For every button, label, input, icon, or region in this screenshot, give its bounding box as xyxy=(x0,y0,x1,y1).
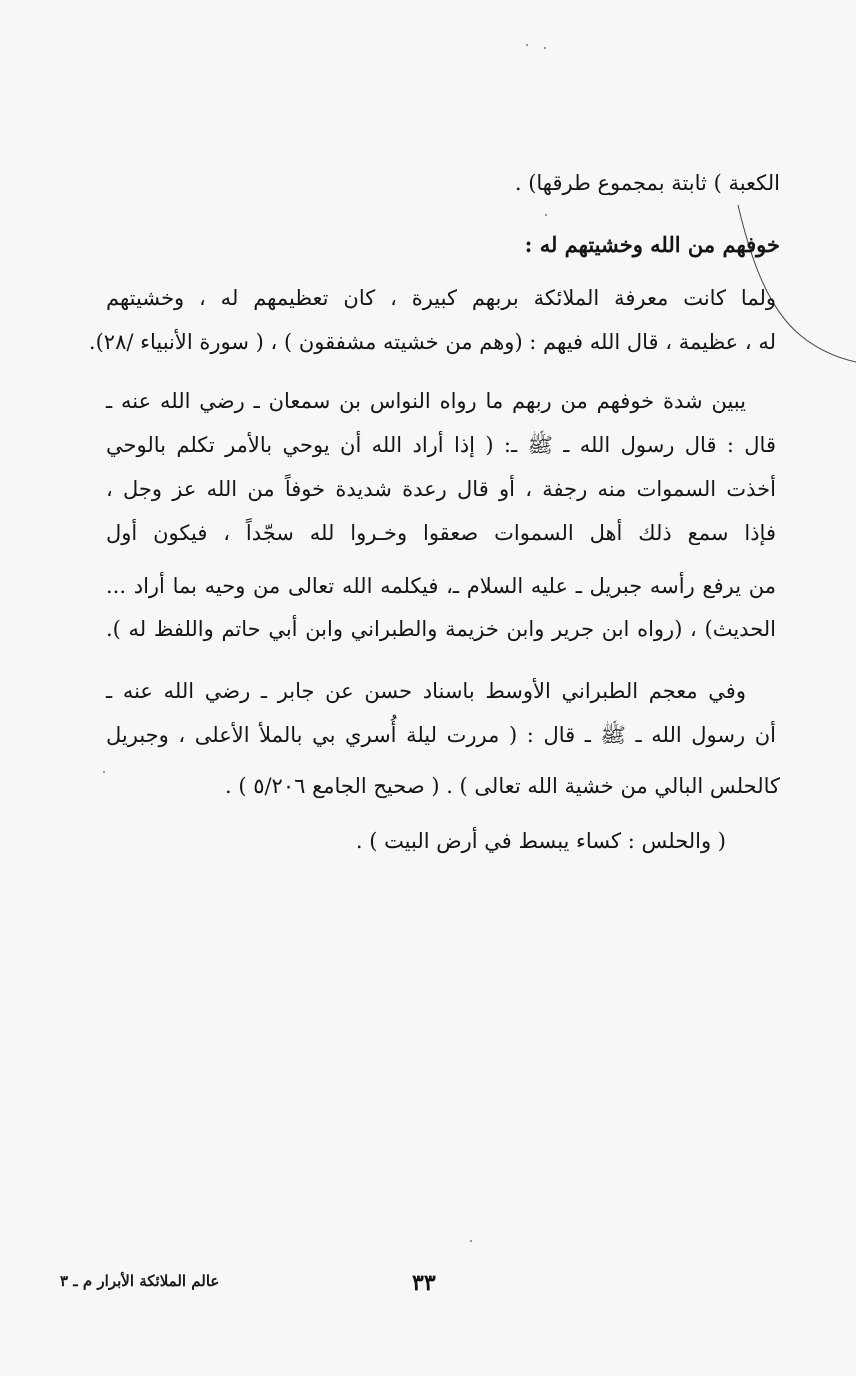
text-line: ( والحلس : كساء يبسط في أرض البيت ) . xyxy=(355,829,726,853)
scan-speck xyxy=(545,214,547,216)
text-line: كالحلس البالي من خشية الله تعالى ) . ( صحيح الجامع ٥/٢٠٦ ) . xyxy=(224,774,780,798)
scan-speck xyxy=(526,44,528,46)
text-line: فإذا سمع ذلك أهل السموات صعقوا وخـروا لله سجّداً ، فيكون أول xyxy=(106,521,776,545)
text-line: ولما كانت معرفة الملائكة بربهم كبيرة ، كان تعظيمهم له ، وخشيتهم xyxy=(106,286,776,310)
text-line: وفي معجم الطبراني الأوسط باسناد حسن عن جابر ـ رضي الله عنه ـ xyxy=(106,679,746,703)
text-line: أن رسول الله ـ ﷺ ـ قال : ( مررت ليلة أُسري بي بالملأ الأعلى ، وجبريل xyxy=(106,723,776,747)
text-line: الحديث) ، (رواه ابن جرير وابن خزيمة والطبراني وابن أبي حاتم واللفظ له ). xyxy=(106,617,776,641)
scan-speck xyxy=(103,771,105,773)
text-line: يبين شدة خوفهم من ربهم ما رواه النواس بن سمعان ـ رضي الله عنه ـ xyxy=(106,389,746,413)
text-line: له ، عظيمة ، قال الله فيهم : (وهم من خشيته مشفقون ) ، ( سورة الأنبياء /٢٨). xyxy=(88,330,776,354)
section-heading: خوفهم من الله وخشيتهم له : xyxy=(524,232,780,257)
running-footer-title: عالم الملائكة الأبرار م ـ ٣ xyxy=(60,1272,220,1290)
text-line: من يرفع رأسه جبريل ـ عليه السلام ـ، فيكلمه الله تعالى من وحيه بما أراد ... xyxy=(106,574,776,598)
page-number: ٣٣ xyxy=(412,1270,436,1296)
text-line: قال : قال رسول الله ـ ﷺ ـ: ( إذا أراد الله أن يوحي بالأمر تكلم بالوحي xyxy=(106,433,776,457)
scan-speck xyxy=(470,1240,472,1242)
scan-speck xyxy=(544,47,546,49)
text-line: الكعبة ) ثابتة بمجموع طرقها) . xyxy=(514,171,780,195)
text-line: أخذت السموات منه رجفة ، أو قال رعدة شديدة خوفاً من الله عز وجل ، xyxy=(106,477,776,501)
